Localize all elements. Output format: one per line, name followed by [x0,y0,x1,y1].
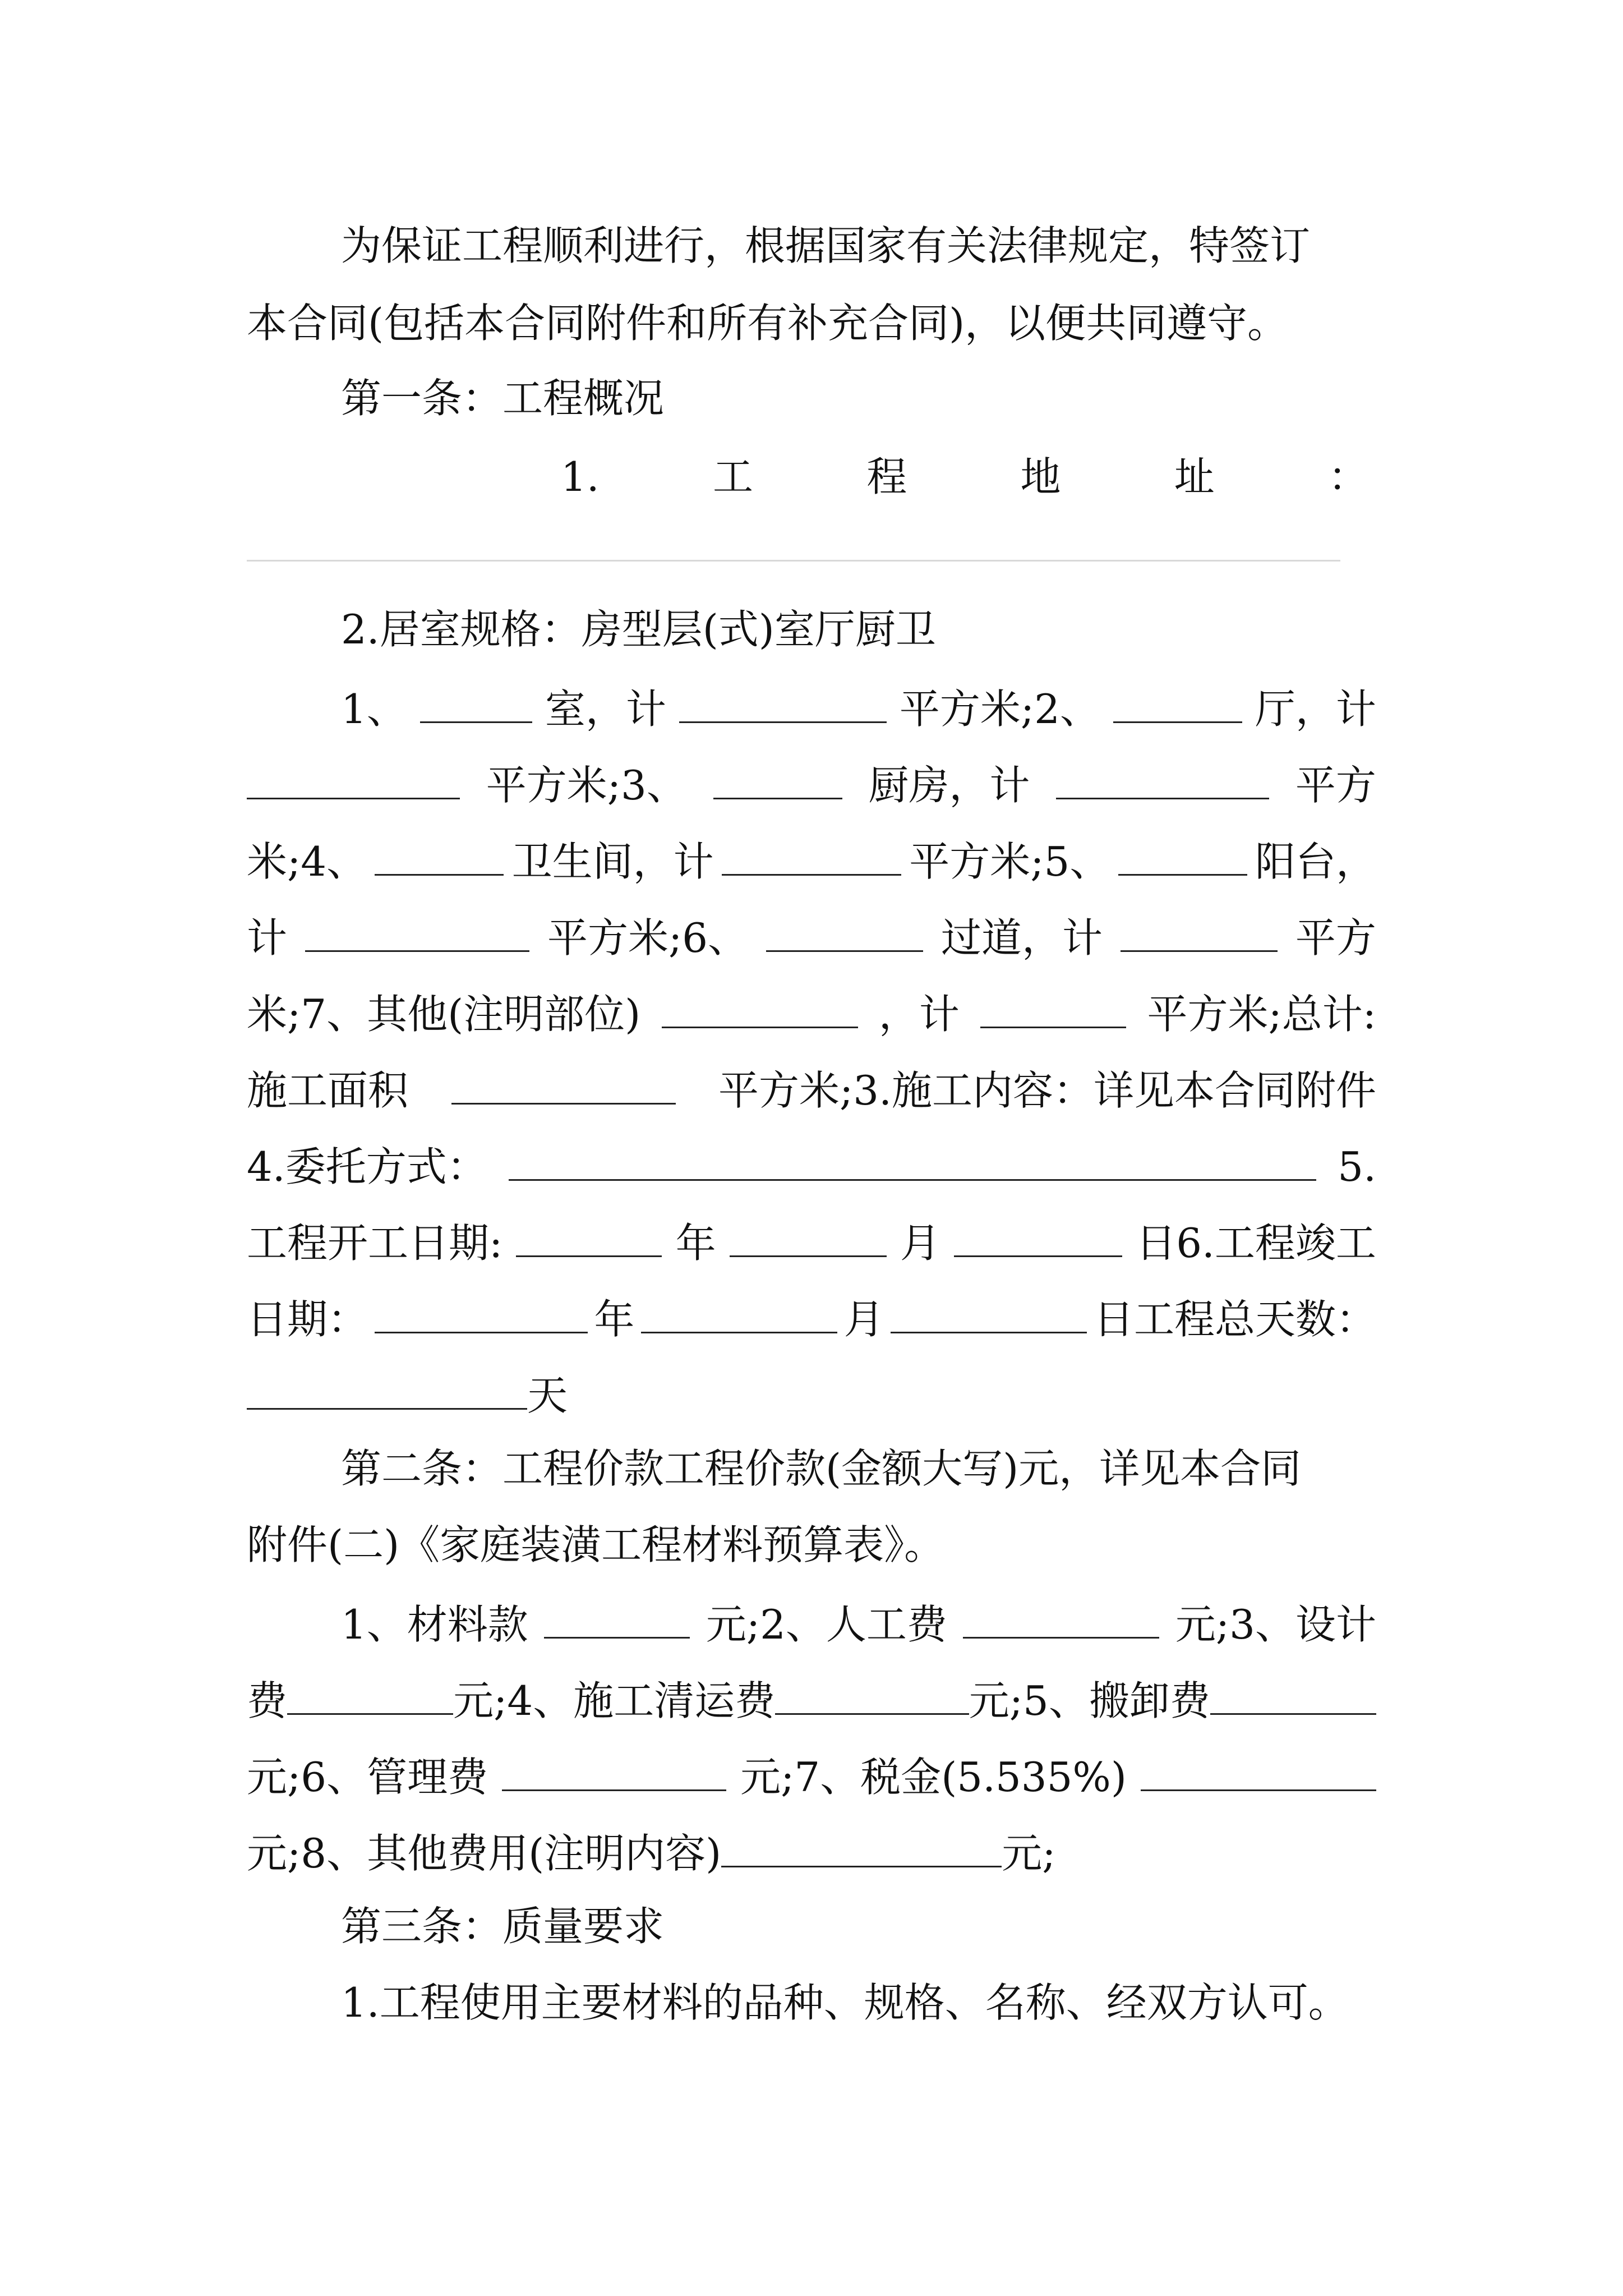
rooms-line-2: 平方米;3、 厨房，计 平方 [247,754,1376,810]
blank-field [509,1135,1316,1181]
blank-field [516,1212,662,1257]
blank-field [375,1288,588,1333]
blank-field [451,1059,676,1105]
blank-field [305,907,529,952]
article-3-heading: 第三条：质量要求 [341,1903,665,1950]
article-3-item-1: 1.工程使用主要材料的品种、规格、名称、经双方认可。 [341,1979,1349,2026]
cost-line-3: 元;6、管理费 元;7、税金(5.535%) [247,1746,1376,1802]
article-2-line-1: 第二条：工程价款工程价款(金额大写)元，详见本合同 [341,1445,1302,1492]
blank-field [1056,754,1269,799]
article-2-line-2: 附件(二)《家庭装潢工程材料预算表》。 [247,1521,945,1568]
start-date-line: 工程开工日期: 年 月 日6.工程竣工 [247,1212,1376,1268]
intro-line-1: 为保证工程顺利进行，根据国家有关法律规定，特签订 [341,222,1311,269]
blank-field [891,1288,1087,1333]
rooms-line-6: 施工面积 平方米;3.施工内容：详见本合同附件 [247,1059,1376,1115]
rooms-line-4: 计 平方米;6、 过道，计 平方 [247,907,1376,963]
blank-field [775,1669,969,1715]
address-line: 1. 工 程 地 址 ： [561,453,1368,500]
article-1-heading: 第一条：工程概况 [341,375,665,422]
rooms-line-3: 米;4、 卫生间，计 平方米;5、 阳台， [247,830,1376,886]
rooms-line-1: 1、 室，计 平方米;2、 厅，计 [341,678,1376,734]
room-spec: 2.居室规格：房型层(式)室厅厨卫 [341,606,936,653]
cost-line-1: 1、材料款 元;2、人工费 元;3、设计 [341,1593,1376,1649]
rooms-line-5: 米;7、其他(注明部位) ，计 平方米;总计: [247,983,1376,1039]
commission-line: 4.委托方式： 5. [247,1135,1376,1191]
total-days-line: 天 [247,1364,1376,1420]
blank-field [713,754,842,799]
blank-field [722,830,901,876]
blank-field [641,1288,837,1333]
address-blank-line [247,560,1340,562]
blank-field [544,1593,690,1639]
blank-field [730,1212,887,1257]
blank-field [662,983,858,1028]
cost-line-2: 费 元;4、施工清运费 元;5、搬卸费 [247,1669,1376,1726]
blank-field [375,830,504,876]
blank-field [679,678,887,723]
blank-field [420,678,532,723]
intro-line-2: 本合同(包括本合同附件和所有补充合同)，以便共同遵守。 [247,300,1288,347]
end-date-line: 日期： 年 月 日工程总天数： [247,1288,1376,1344]
blank-field [766,907,923,952]
blank-field [963,1593,1159,1639]
blank-field [247,1364,527,1410]
blank-field [1113,678,1242,723]
blank-field [502,1746,726,1791]
blank-field [1118,830,1247,876]
blank-field [287,1669,453,1715]
blank-field [1121,907,1278,952]
blank-field [1141,1746,1376,1791]
blank-field [954,1212,1122,1257]
blank-field [721,1822,1002,1867]
cost-line-4: 元;8、其他费用(注明内容) 元; [247,1822,1376,1878]
blank-field [247,754,460,799]
blank-field [1210,1669,1376,1715]
blank-field [980,983,1126,1028]
